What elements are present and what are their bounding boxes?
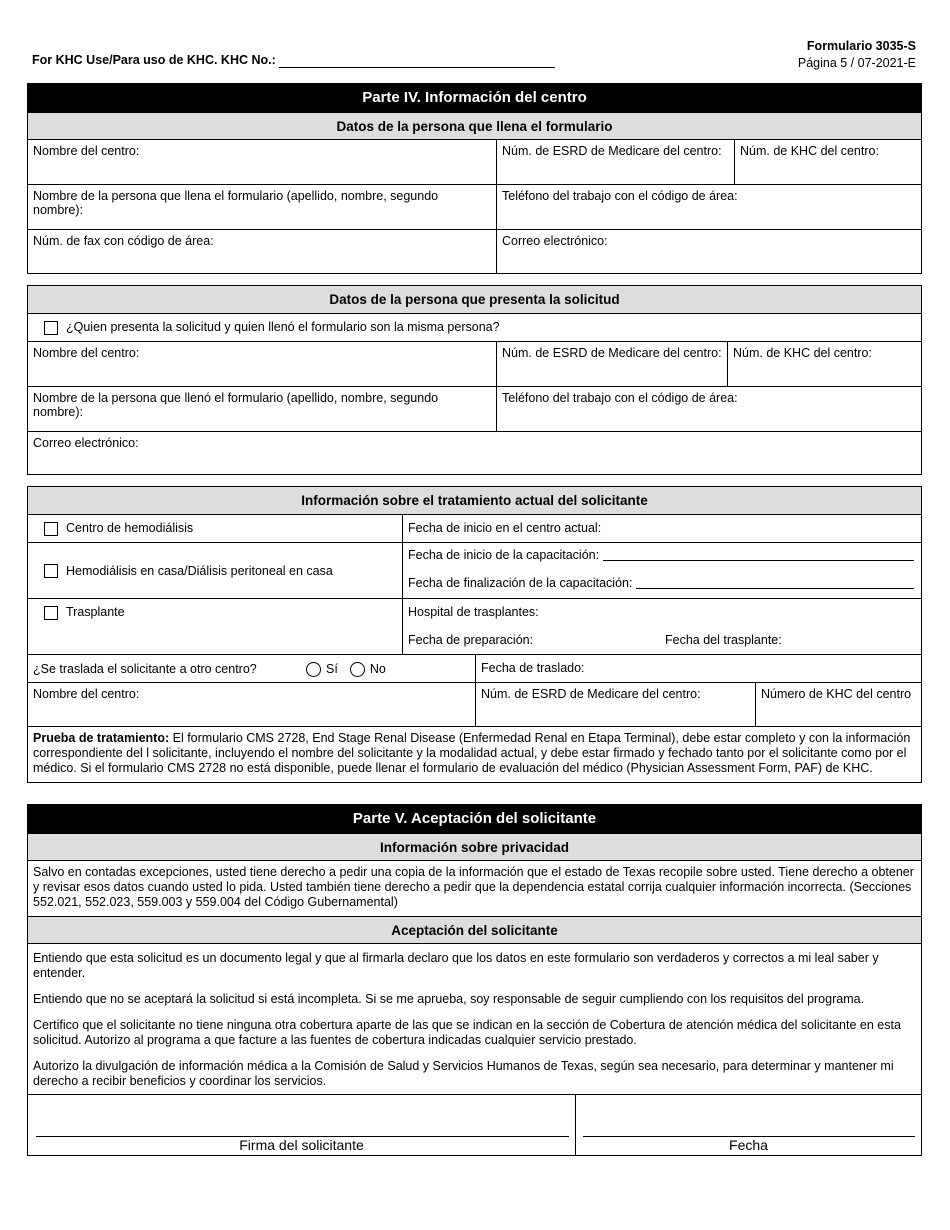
hemo-center-checkbox[interactable] <box>44 522 58 536</box>
prep-date-field[interactable] <box>408 633 665 647</box>
same-person-label: ¿Quien presenta la solicitud y quien llenó el formulario son la misma persona? <box>66 320 500 334</box>
khc-number-field[interactable] <box>279 67 555 68</box>
filler-phone-field[interactable] <box>496 185 921 229</box>
filler-esrd-label: Núm. de ESRD de Medicare del centro: <box>502 144 722 158</box>
filler-esrd-field[interactable] <box>496 140 734 184</box>
transfer-esrd-label: Núm. de ESRD de Medicare del centro: <box>481 687 701 701</box>
transplant-hospital-label: Hospital de trasplantes: <box>408 605 539 619</box>
part4-treatment-section <box>27 486 922 783</box>
transplant-date-label: Fecha del trasplante: <box>665 633 782 647</box>
treatment-heading: Información sobre el tratamiento actual del solicitante <box>28 487 921 514</box>
home-dialysis-checkbox[interactable] <box>44 564 58 578</box>
submitter-phone-label: Teléfono del trabajo con el código de área: <box>502 391 738 405</box>
transfer-esrd-field[interactable] <box>475 683 755 726</box>
start-current-label: Fecha de inicio en el centro actual: <box>408 521 602 535</box>
transfer-khc-label: Número de KHC del centro <box>761 687 912 701</box>
submitter-email-field[interactable] <box>28 432 921 474</box>
acceptance-paragraph: Certifico que el solicitante no tiene ninguna otra cobertura aparte de las que se indican en la sección de Cobertura de atención médica del solicitante en esta solicitud. Autorizo al programa a que facture a las fuentes de cobertura indicadas cualquier servicio prestado. <box>33 1018 901 1047</box>
submitter-email-label: Correo electrónico: <box>33 436 139 450</box>
transfer-yes-label: Sí <box>326 662 338 676</box>
filler-heading: Datos de la persona que llena el formulario <box>28 112 921 139</box>
acceptance-paragraph: Entiendo que esta solicitud es un documento legal y que al firmarla declaro que los datos en este formulario son verdaderos y correctos a mi leal saber y entender. <box>33 951 879 980</box>
start-current-field[interactable] <box>402 515 921 542</box>
part4-submitter-section <box>27 285 922 475</box>
submitter-person-name-label: Nombre de la persona que llenó el formulario (apellido, nombre, segundo nombre): <box>33 391 439 419</box>
proof-text: El formulario CMS 2728, End Stage Renal Disease (Enfermedad Renal en Etapa Terminal), debe estar completo y con la información correspondiente del l solicitante, incluyendo el nombre del solicitante y la modalidad actual, y debe estar firmado y fechado tanto por el solicitante como por el médico. Si el formulario CMS 2728 no está disponible, puede llenar el formulario de evaluación del médico (Physician Assessment Form, PAF) de KHC. <box>33 731 911 775</box>
filler-person-name-field[interactable] <box>28 185 496 229</box>
date-label: Fecha <box>729 1137 768 1153</box>
acceptance-heading: Aceptación del solicitante <box>28 916 921 943</box>
hemo-center-label: Centro de hemodiálisis <box>66 521 194 535</box>
page-number: Página 5 / 07-2021-E <box>797 56 916 70</box>
filler-email-field[interactable] <box>496 230 921 273</box>
transfer-no-radio[interactable] <box>350 662 365 677</box>
submitter-khc-field[interactable] <box>727 342 921 386</box>
acceptance-paragraph: Entiendo que no se aceptará la solicitud si está incompleta. Si se me aprueba, soy responsable de seguir cumpliendo con los requisitos del programa. <box>33 992 865 1006</box>
filler-email-label: Correo electrónico: <box>502 234 608 248</box>
transplant-checkbox[interactable] <box>44 606 58 620</box>
submitter-esrd-label: Núm. de ESRD de Medicare del centro: <box>502 346 722 360</box>
filler-fax-label: Núm. de fax con código de área: <box>33 234 214 248</box>
training-end-field[interactable] <box>408 576 916 590</box>
filler-fax-field[interactable] <box>28 230 496 273</box>
training-end-line <box>636 576 914 589</box>
proof-label: Prueba de tratamiento: <box>33 731 170 745</box>
transfer-yes-radio[interactable] <box>306 662 321 677</box>
filler-phone-label: Teléfono del trabajo con el código de área: <box>502 189 738 203</box>
transfer-no-label: No <box>369 662 386 676</box>
training-end-label: Fecha de finalización de la capacitación: <box>408 576 633 590</box>
transfer-center-name-field[interactable] <box>28 683 475 726</box>
transfer-date-label: Fecha de traslado: <box>481 661 585 675</box>
transplant-label: Trasplante <box>66 605 125 619</box>
proof-of-treatment <box>28 727 921 782</box>
part4-filler-section <box>27 83 922 274</box>
submitter-khc-label: Núm. de KHC del centro: <box>733 346 872 360</box>
date-field[interactable] <box>575 1095 921 1155</box>
submitter-center-name-field[interactable] <box>28 342 496 386</box>
training-start-line <box>603 548 914 561</box>
transfer-date-field[interactable] <box>475 655 921 682</box>
filler-khc-field[interactable] <box>734 140 921 184</box>
khc-use-label: For KHC Use/Para uso de KHC. KHC No.: <box>32 53 276 67</box>
filler-center-name-field[interactable] <box>28 140 496 184</box>
submitter-esrd-field[interactable] <box>496 342 727 386</box>
part5-section <box>27 804 922 1156</box>
filler-khc-label: Núm. de KHC del centro: <box>740 144 879 158</box>
filler-center-name-label: Nombre del centro: <box>33 144 140 158</box>
same-person-checkbox[interactable] <box>44 321 58 335</box>
transfer-khc-field[interactable] <box>755 683 921 726</box>
form-number: Formulario 3035-S <box>806 39 916 53</box>
training-start-field[interactable] <box>408 548 916 576</box>
transfer-center-name-label: Nombre del centro: <box>33 687 140 701</box>
privacy-text: Salvo en contadas excepciones, usted tiene derecho a pedir una copia de la información que el estado de Texas recopile sobre usted. Tiene derecho a obtener y revisar esos datos cuando usted lo pida. Usted también tiene derecho a pedir que la dependencia estatal corrija cualquier información incorrecta. (Secciones 552.021, 552.023, 559.003 y 559.004 del Código Gubernamental) <box>33 865 914 909</box>
prep-date-label: Fecha de preparación: <box>408 633 534 647</box>
filler-person-name-label: Nombre de la persona que llena el formulario (apellido, nombre, segundo nombre): <box>33 189 439 217</box>
submitter-person-name-field[interactable] <box>28 387 496 431</box>
signature-label: Firma del solicitante <box>239 1137 364 1153</box>
part5-title: Parte V. Aceptación del solicitante <box>28 805 921 833</box>
transplant-hospital-field[interactable] <box>408 605 916 633</box>
submitter-center-name-label: Nombre del centro: <box>33 346 140 360</box>
submitter-heading: Datos de la persona que presenta la solicitud <box>28 286 921 313</box>
training-start-label: Fecha de inicio de la capacitación: <box>408 548 600 562</box>
home-dialysis-label: Hemodiálisis en casa/Diálisis peritoneal en casa <box>66 563 333 578</box>
acceptance-paragraph: Autorizo la divulgación de información médica a la Comisión de Salud y Servicios Humanos de Texas, según sea necesario, para determinar y mantener mi derecho a recibir beneficios y coordinar los servicios. <box>33 1059 894 1088</box>
transfer-question: ¿Se traslada el solicitante a otro centro? <box>33 662 257 676</box>
submitter-phone-field[interactable] <box>496 387 921 431</box>
signature-field[interactable] <box>28 1095 575 1155</box>
part4-title: Parte IV. Información del centro <box>28 84 921 112</box>
privacy-heading: Información sobre privacidad <box>28 833 921 860</box>
transplant-date-field[interactable] <box>665 633 782 647</box>
form-info <box>798 38 916 72</box>
